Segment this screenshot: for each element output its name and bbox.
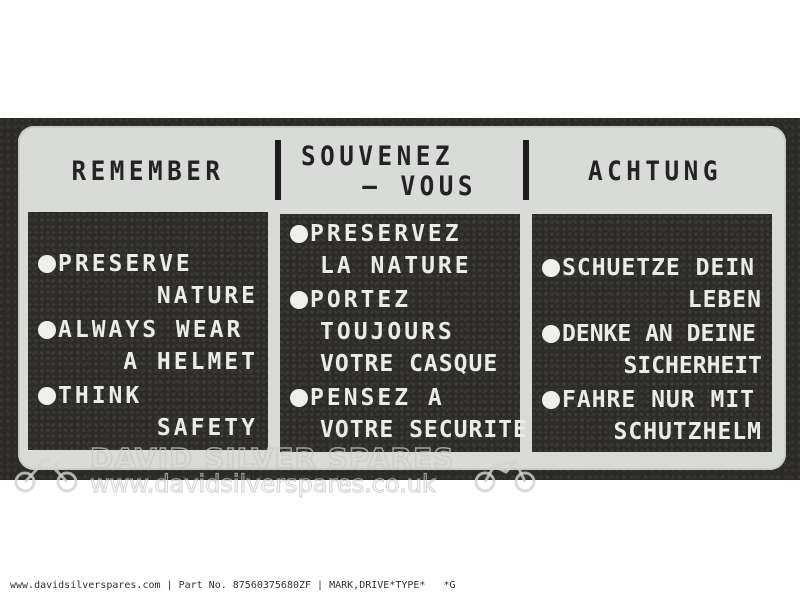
footer-part-number: Part No. 87560375680ZF <box>178 580 312 591</box>
heading-remember: REMEMBER <box>71 156 225 187</box>
list-item: SCHUETZE DEIN LEBEN <box>542 252 762 316</box>
footer-code: *G <box>443 580 456 591</box>
heading-achtung: ACHTUNG <box>588 156 722 187</box>
watermark-brand: DAVID SILVER SPARES <box>90 442 455 475</box>
watermark-url: www.davidsilverspares.co.uk <box>90 470 436 498</box>
bullet-icon <box>38 255 56 273</box>
footer-description: MARK,DRIVE*TYPE* <box>329 580 426 591</box>
bullet-icon <box>542 391 560 409</box>
list-item: PRESERVEZ LA NATURE <box>290 218 510 282</box>
bullet-icon <box>38 321 56 339</box>
bullet-icon <box>542 259 560 277</box>
heading-souvenez-vous: SOUVENEZ – VOUS <box>301 141 477 202</box>
motorcycle-icon <box>472 452 538 494</box>
panel-german <box>532 214 772 452</box>
list-item: PRESERVE NATURE <box>38 248 258 312</box>
list-item: PORTEZ TOUJOURS VOTRE CASQUE <box>290 284 510 380</box>
motorcycle-icon <box>12 452 80 494</box>
bullet-icon <box>290 389 308 407</box>
divider-left <box>275 140 281 200</box>
bullet-icon <box>38 387 56 405</box>
list-item: THINK SAFETY <box>38 380 258 444</box>
panel-english <box>28 212 268 450</box>
bullet-icon <box>542 325 560 343</box>
bullet-icon <box>290 225 308 243</box>
list-item: PENSEZ A VOTRE SECURITE <box>290 382 510 446</box>
list-item: ALWAYS WEAR A HELMET <box>38 314 258 378</box>
footer-caption: www.davidsilverspares.com | Part No. 87560375680ZF | MARK,DRIVE*TYPE* *G <box>10 580 456 591</box>
bullet-icon <box>290 291 308 309</box>
list-item: FAHRE NUR MIT SCHUTZHELM <box>542 384 762 448</box>
panel-french <box>280 214 528 452</box>
divider-right <box>523 140 529 200</box>
list-item: DENKE AN DEINE SICHERHEIT <box>542 318 762 382</box>
footer-site: www.davidsilverspares.com <box>10 580 161 591</box>
